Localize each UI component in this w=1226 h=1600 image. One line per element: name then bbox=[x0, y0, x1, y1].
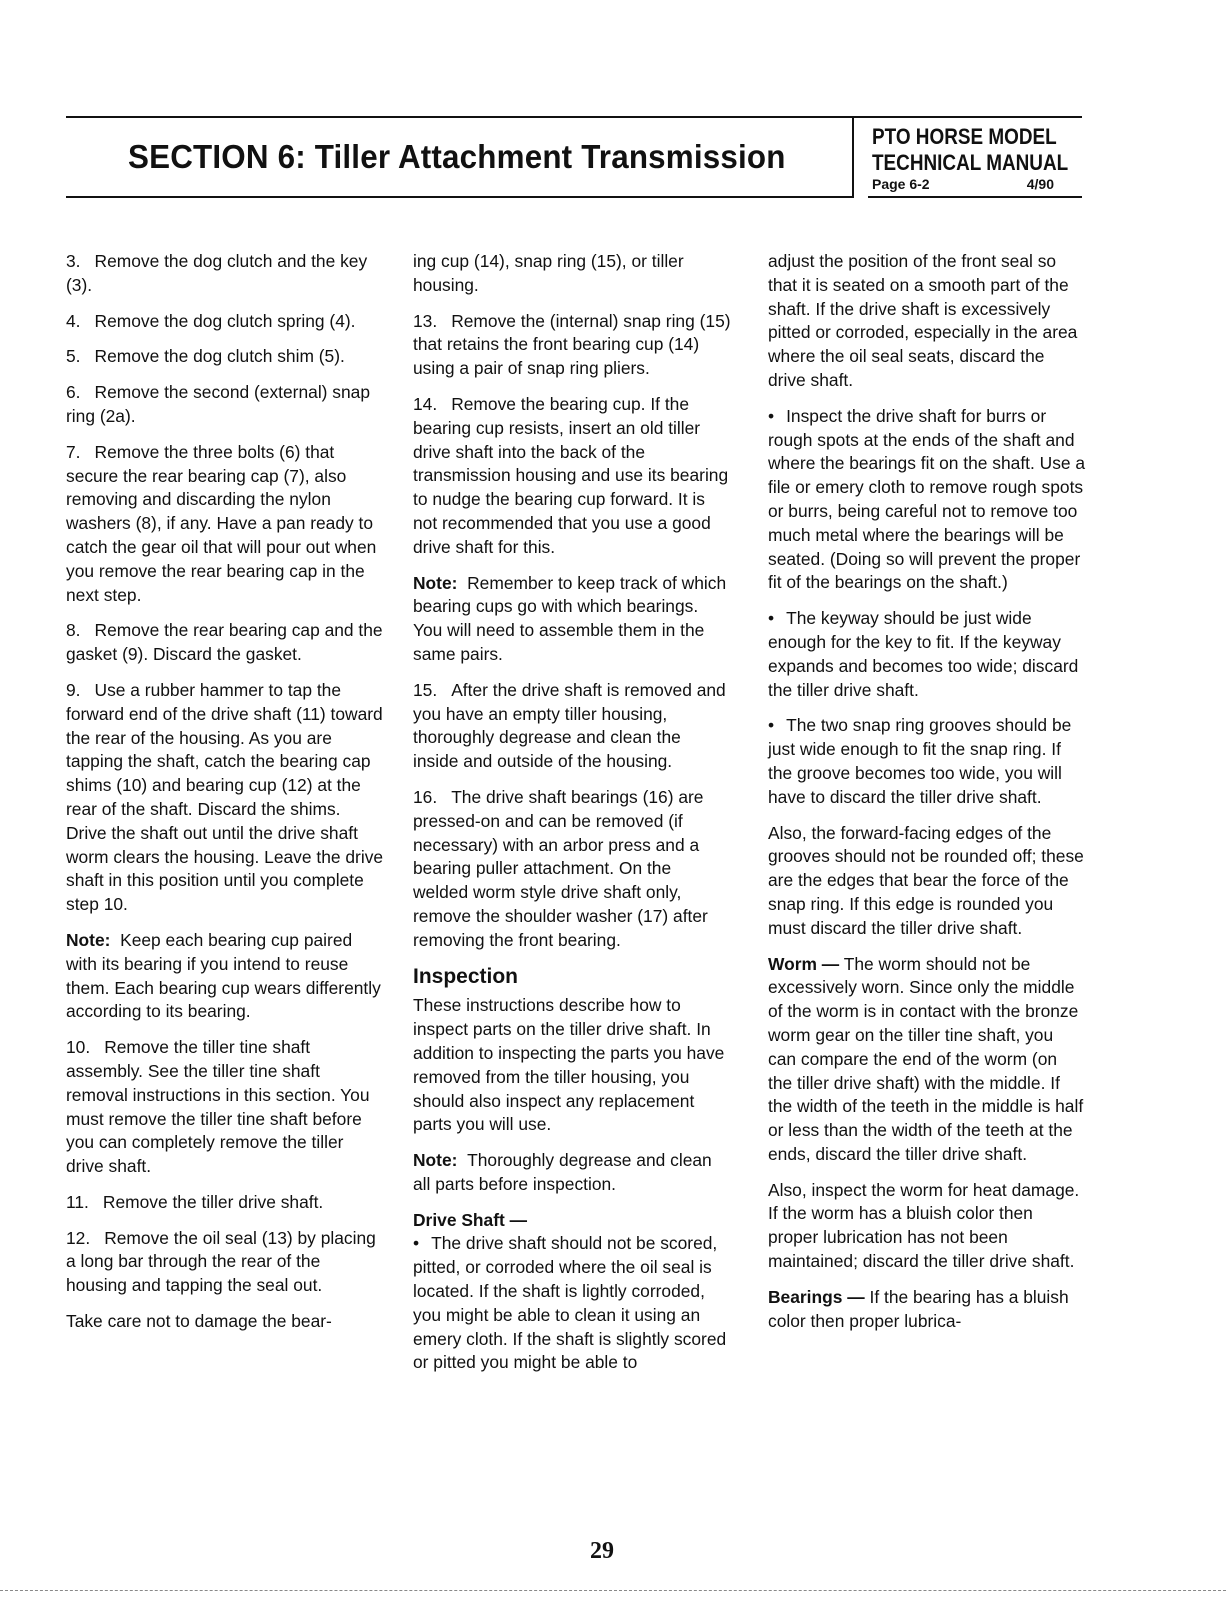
bullet-text: The two snap ring grooves should be just wide enough to fit the snap ring. If the groove becomes too wide, you will have to discard the tiller drive shaft. bbox=[768, 715, 1072, 807]
page-label: Page 6-2 bbox=[872, 176, 930, 192]
step-number: 14. bbox=[413, 393, 438, 414]
column-1 bbox=[66, 250, 384, 1346]
step-12-continuation: ing cup (14), snap ring (15), or tiller housing. bbox=[413, 251, 684, 295]
drive-shaft-heading: Drive Shaft — bbox=[413, 1209, 528, 1230]
bearings-text: If the bearing has a bluish color then proper lubrica- bbox=[768, 1286, 1069, 1331]
step-number: 8. bbox=[66, 620, 81, 641]
drive-shaft-item-4 bbox=[768, 714, 1086, 809]
bullet-text: The keyway should be just wide enough for the key to fit. If the keyway expands and becomes too wide; discard the tiller drive shaft. bbox=[768, 608, 1079, 700]
step-number: 4. bbox=[66, 310, 81, 331]
drive-shaft-item-2 bbox=[768, 405, 1086, 595]
step-text: Remove the dog clutch spring (4). bbox=[94, 310, 356, 331]
step-number: 13. bbox=[413, 310, 438, 331]
step-number: 5. bbox=[66, 346, 81, 367]
manual-title-line1: PTO HORSE MODEL bbox=[872, 124, 1057, 149]
step-number: 16. bbox=[413, 786, 438, 807]
worm-paragraph bbox=[768, 953, 1086, 1167]
step-5 bbox=[66, 345, 384, 369]
step-number: 6. bbox=[66, 382, 81, 403]
step-11 bbox=[66, 1191, 384, 1215]
inspection-heading: Inspection bbox=[413, 964, 519, 988]
step-number: 3. bbox=[66, 251, 81, 271]
step-12-continued: Take care not to damage the bear- bbox=[66, 1311, 332, 1332]
worm-label: Worm — bbox=[768, 953, 840, 974]
inspection-intro: These instructions describe how to inspect parts on the tiller drive shaft. In addition to inspecting the parts you have removed from the tiller housing, you should also inspect any replacement parts you will use. bbox=[413, 995, 725, 1135]
worm-heat-paragraph: Also, inspect the worm for heat damage. If the worm has a bluish color then proper lubrication has not been maintained; discard the tiller drive shaft. bbox=[768, 1179, 1080, 1272]
step-text: Remove the dog clutch shim (5). bbox=[94, 346, 345, 367]
step-15 bbox=[413, 679, 731, 774]
step-3 bbox=[66, 250, 384, 298]
step-4 bbox=[66, 310, 384, 334]
step-text: Remove the tiller drive shaft. bbox=[102, 1191, 324, 1212]
step-14 bbox=[413, 393, 731, 560]
header-bottom-rule-left bbox=[66, 196, 852, 198]
page-info bbox=[872, 176, 1054, 192]
step-text: The drive shaft bearings (16) are pressed-on and can be removed (if necessary) with an arbor press and a bearing puller attachment. On the welded worm style drive shaft only, remove the shoulder washer (17) after removing the front bearing. bbox=[413, 786, 708, 950]
column-3 bbox=[768, 250, 1086, 1345]
drive-shaft-item-1 bbox=[413, 1232, 731, 1375]
page-number: 29 bbox=[590, 1538, 614, 1564]
bullet-icon: • bbox=[413, 1233, 420, 1254]
header-top-rule bbox=[66, 116, 1082, 118]
step-text: Remove the dog clutch and the key (3). bbox=[66, 251, 368, 295]
step-text: Remove the bearing cup. If the bearing cup resists, insert an old tiller drive shaft into the back of the transmission housing and use its bearing to nudge the bearing cup forward. It is not recommended that you use a good drive shaft for this. bbox=[413, 393, 729, 557]
step-number: 7. bbox=[66, 441, 81, 462]
drive-shaft-item-5: Also, the forward-facing edges of the grooves should not be rounded off; these are the edges that bear the force of the snap ring. If this edge is rounded you must discard the tiller drive shaft. bbox=[768, 822, 1084, 938]
note-text: Keep each bearing cup paired with its bearing if you intend to reuse them. Each bearing cup wears differently according to its bearing. bbox=[66, 929, 381, 1022]
step-7 bbox=[66, 441, 384, 608]
step-9 bbox=[66, 679, 384, 917]
bullet-text: The drive shaft should not be scored, pitted, or corroded where the oil seal is located. If the shaft is lightly corroded, you might be able to clean it using an emery cloth. If the shaft is slightly scored or pitted you might be able to bbox=[413, 1233, 727, 1373]
step-text: Remove the second (external) snap ring (2a). bbox=[66, 382, 371, 426]
step-number: 11. bbox=[66, 1191, 89, 1212]
step-text: Remove the tiller tine shaft assembly. See the tiller tine shaft removal instructions in this section. You must remove the tiller tine shaft before you can completely remove the tiller drive shaft. bbox=[66, 1037, 370, 1177]
step-text: Remove the (internal) snap ring (15) that retains the front bearing cup (14) using a pair of snap ring pliers. bbox=[413, 310, 731, 379]
note bbox=[413, 1149, 731, 1197]
bullet-text: Inspect the drive shaft for burrs or rough spots at the ends of the shaft and where the bearings fit on the shaft. Use a file or emery cloth to remove rough spots or burrs, being careful not to remove too much metal where the bearings will be seated. (Doing so will prevent the proper fit of the bearings on the shaft.) bbox=[768, 405, 1086, 593]
bullet-icon: • bbox=[768, 715, 775, 736]
manual-title-line2: TECHNICAL MANUAL bbox=[872, 150, 1069, 175]
step-6 bbox=[66, 381, 384, 429]
note-label: Note: bbox=[413, 572, 458, 593]
step-text: Remove the three bolts (6) that secure the rear bearing cap (7), also removing and discarding the nylon washers (8), if any. Have a pan ready to catch the gear oil that will pour out when you remove the rear bearing cap in the next step. bbox=[66, 441, 377, 605]
step-number: 12. bbox=[66, 1227, 91, 1248]
column-2 bbox=[413, 250, 731, 1387]
drive-shaft-item-3 bbox=[768, 607, 1086, 702]
step-8 bbox=[66, 619, 384, 667]
step-text: Remove the rear bearing cap and the gasket (9). Discard the gasket. bbox=[66, 620, 383, 665]
header-divider bbox=[852, 116, 854, 198]
bearings-label: Bearings — bbox=[768, 1286, 865, 1307]
note-text: Remember to keep track of which bearing cups go with which bearings. You will need to assemble them in the same pairs. bbox=[413, 572, 727, 664]
header-bottom-rule-right bbox=[868, 196, 1082, 198]
step-text: After the drive shaft is removed and you have an empty tiller housing, thoroughly degrease and clean the inside and outside of the housing. bbox=[413, 679, 726, 772]
step-16 bbox=[413, 786, 731, 953]
bottom-scan-edge bbox=[0, 1590, 1226, 1592]
note-label: Note: bbox=[413, 1150, 458, 1171]
step-number: 9. bbox=[66, 679, 81, 700]
bullet-icon: • bbox=[768, 405, 775, 426]
bearings-paragraph bbox=[768, 1286, 1086, 1334]
step-12 bbox=[66, 1227, 384, 1298]
note bbox=[66, 929, 384, 1024]
step-number: 10. bbox=[66, 1037, 91, 1058]
note-label: Note: bbox=[66, 929, 111, 950]
section-title: SECTION 6: Tiller Attachment Transmission bbox=[128, 138, 786, 175]
note bbox=[413, 572, 731, 667]
page-date: 4/90 bbox=[1026, 176, 1054, 192]
step-text: Use a rubber hammer to tap the forward end of the drive shaft (11) toward the rear of the housing. As you are tapping the shaft, catch the bearing cap shims (10) and bearing cup (12) at the rear of the shaft. Discard the shims. Drive the shaft out until the drive shaft worm clears the housing. Leave the drive shaft in this position until you complete step 10. bbox=[66, 679, 384, 915]
note-text: Thoroughly degrease and clean all parts before inspection. bbox=[413, 1150, 712, 1194]
drive-shaft-item-1-continued: adjust the position of the front seal so that it is seated on a smooth part of the shaft. If the drive shaft is excessively pitted or corroded, especially in the area where the oil seal seats, discard the drive shaft. bbox=[768, 251, 1078, 390]
bullet-icon: • bbox=[768, 608, 775, 629]
step-10 bbox=[66, 1036, 384, 1179]
step-number: 15. bbox=[413, 679, 438, 700]
step-13 bbox=[413, 310, 731, 381]
step-text: Remove the oil seal (13) by placing a long bar through the rear of the housing and tapping the seal out. bbox=[66, 1227, 376, 1296]
manual-header bbox=[872, 124, 1082, 192]
worm-text: The worm should not be excessively worn. Since only the middle of the worm is in contact with the bronze worm gear on the tiller tine shaft, you can compare the end of the worm (on the tiller drive shaft) with the middle. If the width of the teeth in the middle is half or less than the width of the teeth at the ends, discard the tiller drive shaft. bbox=[768, 953, 1084, 1164]
